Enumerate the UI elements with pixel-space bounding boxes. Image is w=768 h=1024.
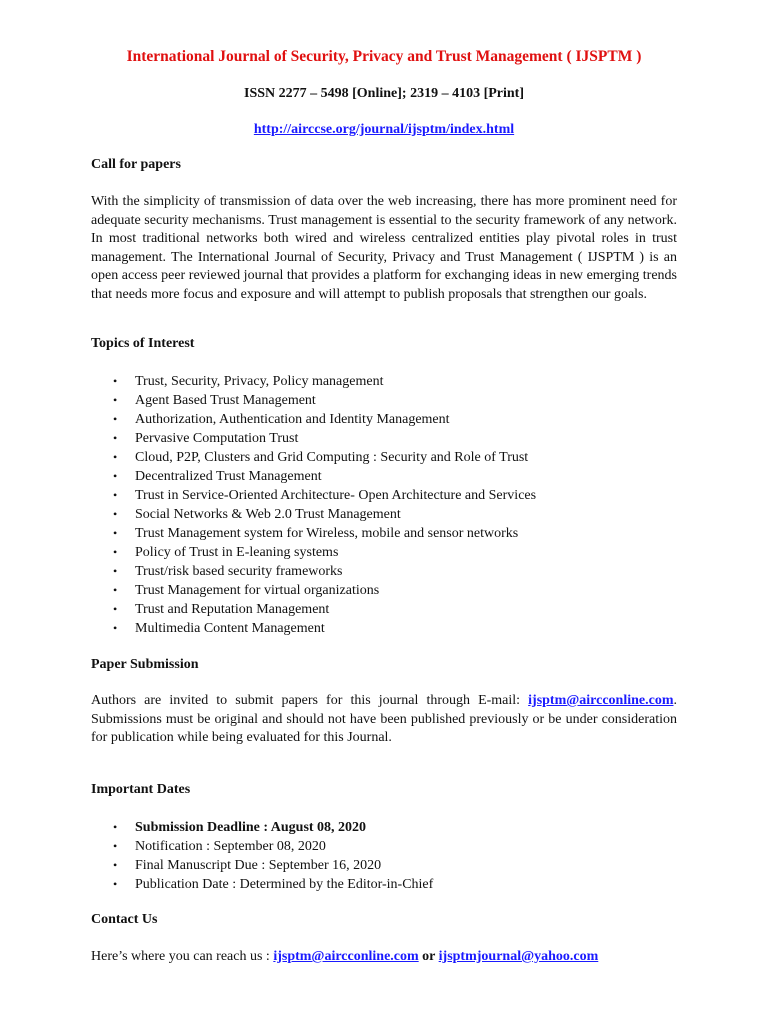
bullet-icon: • <box>113 858 118 872</box>
list-item <box>91 619 536 638</box>
list-item <box>91 600 536 619</box>
bullet-icon: • <box>113 450 118 464</box>
list-item <box>91 486 536 505</box>
topic-label: Trust in Service-Oriented Architecture- Open Architecture and Services <box>135 488 537 503</box>
important-dates-heading: Important Dates <box>91 782 191 797</box>
journal-title: International Journal of Security, Privacy and Trust Management ( IJSPTM ) <box>126 48 642 65</box>
topic-label: Policy of Trust in E-leaning systems <box>135 545 339 560</box>
list-item <box>91 543 536 562</box>
submission-deadline: Submission Deadline : August 08, 2020 <box>135 820 367 835</box>
bullet-icon: • <box>113 545 118 559</box>
topic-label: Pervasive Computation Trust <box>135 431 299 446</box>
contact-text: Here’s where you can reach us : <box>91 949 274 964</box>
bullet-icon: • <box>113 526 118 540</box>
list-item <box>91 467 536 486</box>
contact-us-heading: Contact Us <box>91 912 158 927</box>
contact-line <box>91 948 677 967</box>
topic-label: Social Networks & Web 2.0 Trust Management <box>135 507 401 522</box>
bullet-icon: • <box>113 374 118 388</box>
topic-label: Trust Management for virtual organizations <box>135 583 380 598</box>
topic-label: Decentralized Trust Management <box>135 469 322 484</box>
publication-date: Publication Date : Determined by the Editor-in-Chief <box>135 877 434 892</box>
list-item <box>91 562 536 581</box>
paper-submission-heading: Paper Submission <box>91 657 199 672</box>
bullet-icon: • <box>113 488 118 502</box>
topic-label: Trust/risk based security frameworks <box>135 564 343 579</box>
topic-label: Trust Management system for Wireless, mobile and sensor networks <box>135 526 519 541</box>
list-item <box>91 391 536 410</box>
list-item <box>91 372 536 391</box>
contact-email-link-2[interactable]: ijsptmjournal@yahoo.com <box>438 949 599 964</box>
topics-heading: Topics of Interest <box>91 336 195 351</box>
topic-label: Authorization, Authentication and Identity Management <box>135 412 450 427</box>
list-item <box>91 410 536 429</box>
bullet-icon: • <box>113 621 118 635</box>
bullet-icon: • <box>113 820 118 834</box>
call-for-papers-heading: Call for papers <box>91 157 181 172</box>
submission-text-before: Authors are invited to submit papers for this journal through E-mail: <box>91 693 529 708</box>
bullet-icon: • <box>113 507 118 521</box>
topic-label: Trust, Security, Privacy, Policy management <box>135 374 384 389</box>
issn-line: ISSN 2277 – 5498 [Online]; 2319 – 4103 [Print] <box>244 86 524 101</box>
journal-url-link[interactable]: http://airccse.org/journal/ijsptm/index.html <box>253 122 515 137</box>
list-item <box>91 524 536 543</box>
list-item <box>91 818 433 837</box>
topic-label: Multimedia Content Management <box>135 621 325 636</box>
bullet-icon: • <box>113 602 118 616</box>
bullet-icon: • <box>113 469 118 483</box>
contact-email-link-1[interactable]: ijsptm@aircconline.com <box>273 949 419 964</box>
bullet-icon: • <box>113 877 118 891</box>
bullet-icon: • <box>113 393 118 407</box>
list-item <box>91 837 433 856</box>
bullet-icon: • <box>113 431 118 445</box>
bullet-icon: • <box>113 583 118 597</box>
important-dates-list <box>91 818 433 894</box>
submission-text-after: . Submissions must be original and should not have been published previously or be under consideration for publication while being evaluated for this Journal. <box>91 693 677 745</box>
topic-label: Trust and Reputation Management <box>135 602 330 617</box>
contact-or: or <box>418 949 439 964</box>
list-item <box>91 875 433 894</box>
call-for-papers-body: With the simplicity of transmission of data over the web increasing, there has more prominent need for adequate security mechanisms. Trust management is essential to the security framework of any network. In most traditional networks both wired and wireless centralized entities play pivotal roles in trust management. The International Journal of Security, Privacy and Trust Management ( IJSPTM ) is an open access peer reviewed journal that provides a platform for exchanging ideas in new emerging trends that needs more focus and exposure and will attempt to publish proposals that strengthen our goals. <box>91 194 677 302</box>
paper-submission-body <box>91 692 677 748</box>
list-item <box>91 448 536 467</box>
list-item <box>91 505 536 524</box>
topic-label: Cloud, P2P, Clusters and Grid Computing : Security and Role of Trust <box>135 450 529 465</box>
notification-date: Notification : September 08, 2020 <box>135 839 326 854</box>
list-item <box>91 429 536 448</box>
submission-email-link[interactable]: ijsptm@aircconline.com <box>528 693 674 708</box>
topics-list <box>91 372 536 638</box>
final-manuscript-date: Final Manuscript Due : September 16, 2020 <box>135 858 382 873</box>
bullet-icon: • <box>113 564 118 578</box>
bullet-icon: • <box>113 839 118 853</box>
list-item <box>91 856 433 875</box>
journal-url-line <box>0 122 768 138</box>
bullet-icon: • <box>113 412 118 426</box>
list-item <box>91 581 536 600</box>
topic-label: Agent Based Trust Management <box>135 393 316 408</box>
